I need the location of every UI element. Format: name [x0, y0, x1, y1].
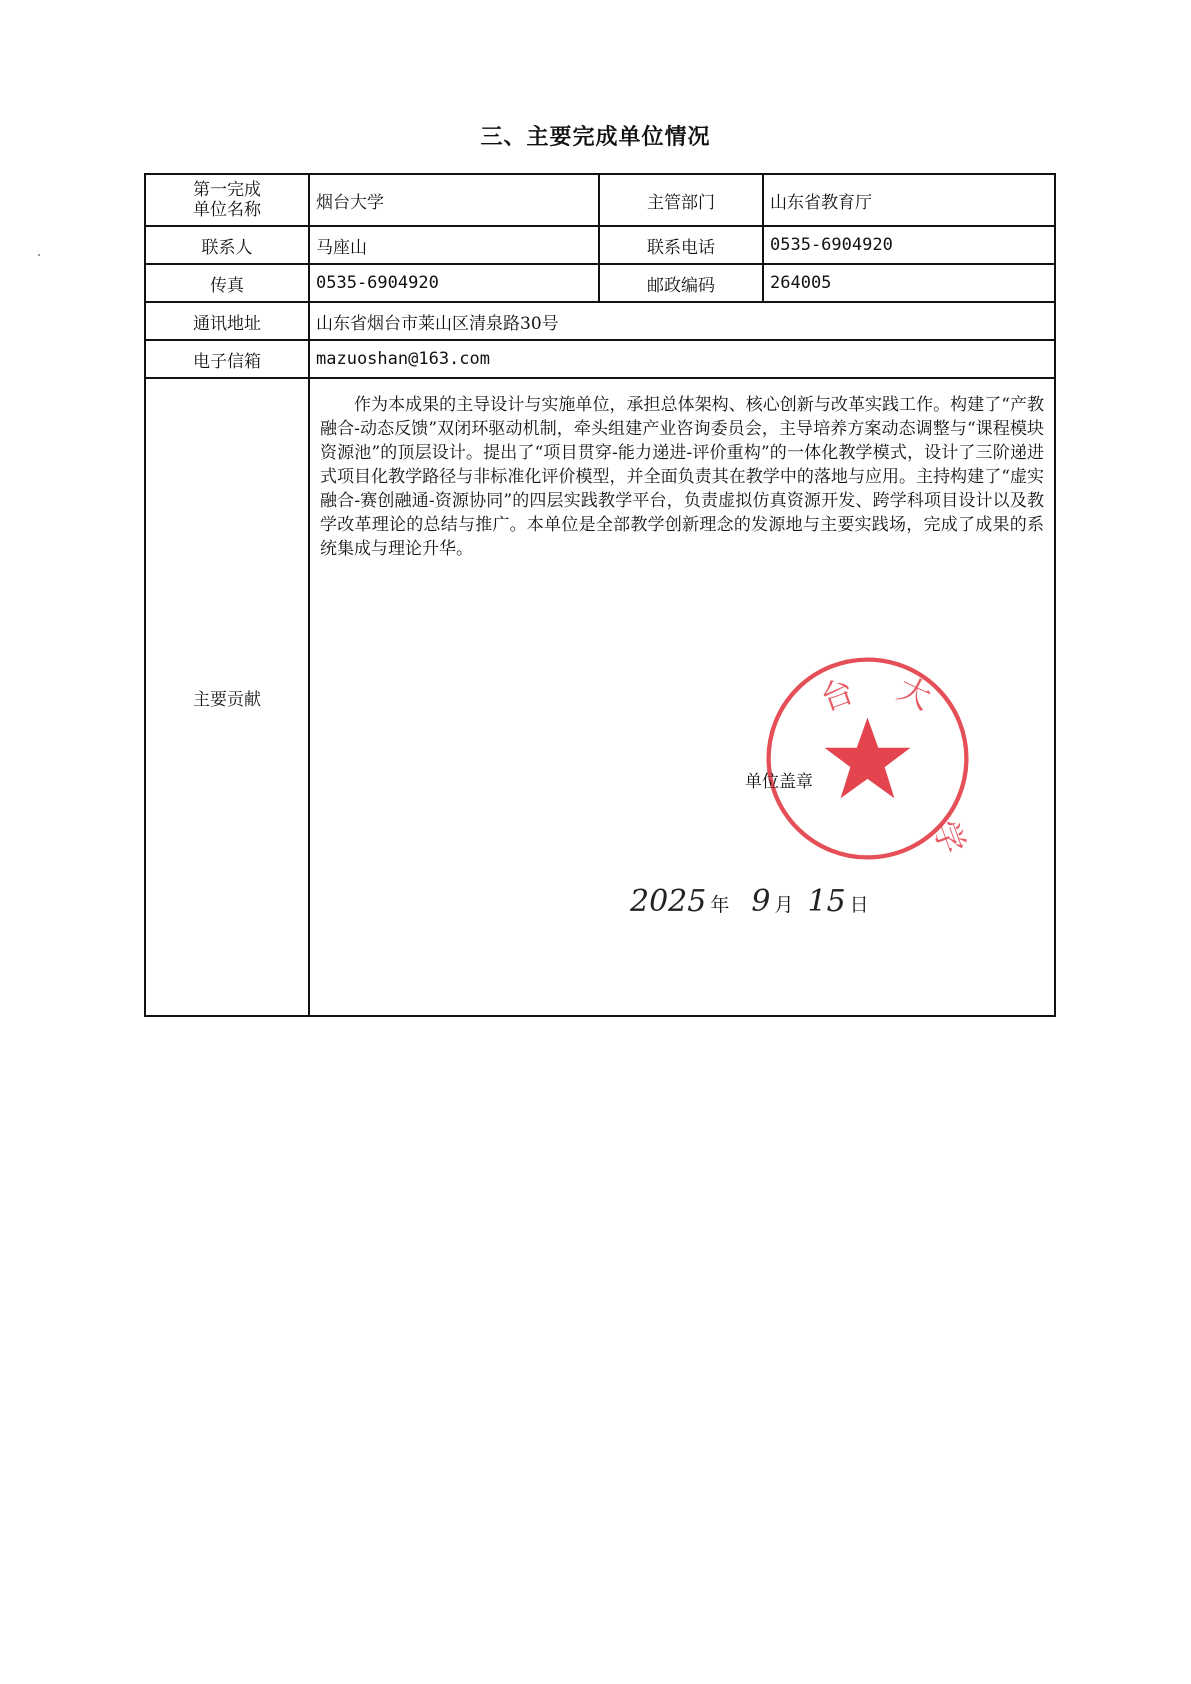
unit-name-value: 烟台大学 [309, 174, 599, 226]
address-label: 通讯地址 [145, 302, 309, 340]
scan-speck [38, 254, 40, 256]
seal-char: 台 [815, 671, 859, 719]
fax-value: 0535-6904920 [309, 264, 599, 302]
email-value: mazuoshan@163.com [309, 340, 1055, 378]
date-month: 9 [751, 884, 771, 919]
table-row [145, 226, 1055, 264]
address-value: 山东省烟台市莱山区清泉路30号 [309, 302, 1055, 340]
date-year: 2025 [630, 884, 707, 919]
table-row [145, 264, 1055, 302]
table-row [145, 302, 1055, 340]
unit-info-table [144, 173, 1056, 1017]
postcode-label: 邮政编码 [599, 264, 763, 302]
contribution-cell [309, 378, 1055, 1016]
table-row [145, 174, 1055, 226]
supervisor-value: 山东省教育厅 [763, 174, 1055, 226]
page-title: 三、主要完成单位情况 [480, 125, 711, 150]
seal-char: 大 [891, 669, 938, 718]
date-month-unit: 月 [774, 894, 794, 916]
seal-char: 学 [925, 815, 973, 859]
official-seal [760, 651, 975, 866]
contact-label: 联系人 [145, 226, 309, 264]
stamp-label: 单位盖章 [745, 772, 813, 792]
phone-value: 0535-6904920 [763, 226, 1055, 264]
date-day: 15 [807, 884, 846, 919]
date-year-unit: 年 [710, 894, 730, 916]
supervisor-label: 主管部门 [599, 174, 763, 226]
fax-label: 传真 [145, 264, 309, 302]
table-row [145, 378, 1055, 1016]
star-icon [825, 718, 911, 799]
unit-name-label: 第一完成 单位名称 [145, 174, 309, 226]
contact-value: 马座山 [309, 226, 599, 264]
table-row [145, 340, 1055, 378]
phone-label: 联系电话 [599, 226, 763, 264]
date-day-unit: 日 [849, 894, 869, 916]
contribution-label: 主要贡献 [145, 378, 309, 1016]
signature-date [630, 884, 869, 919]
contribution-text: 作为本成果的主导设计与实施单位，承担总体架构、核心创新与改革实践工作。构建了“产教融合-动态反馈”双闭环驱动机制，牵头组建产业咨询委员会，主导培养方案动态调整与“课程模块资源池”的顶层设计。提出了“项目贯穿-能力递进-评价重构”的一体化教学模式，设计了三阶递进式项目化教学路径与非标准化评价模型，并全面负责其在教学中的落地与应用。主持构建了“虚实融合-赛创融通-资源协同”的四层实践教学平台，负责虚拟仿真资源开发、跨学科项目设计以及教学改革理论的总结与推广。本单位是全部教学创新理念的发源地与主要实践场，完成了成果的系统集成与理论升华。 [320, 395, 1044, 559]
email-label: 电子信箱 [145, 340, 309, 378]
postcode-value: 264005 [763, 264, 1055, 302]
